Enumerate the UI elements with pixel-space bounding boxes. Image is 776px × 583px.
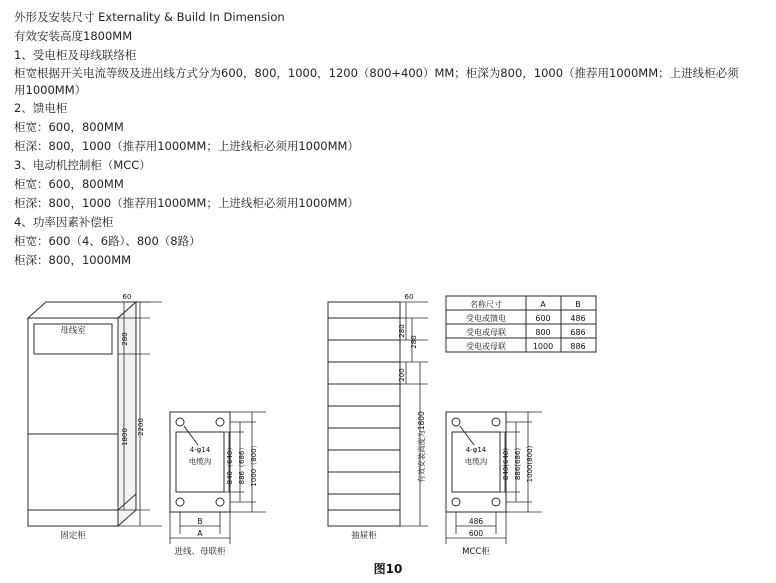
spec-table-row-1-b: 686 <box>570 328 586 337</box>
section-4-depth: 柜深：800，1000MM <box>14 253 132 267</box>
figure1-caption: 固定柜 <box>60 531 86 541</box>
figure2-hole-note: 4-φ14 <box>189 446 211 454</box>
section-4-width: 柜宽：600（4、6路）、800（8路） <box>14 234 201 248</box>
figure2-caption: 进线、母联柜 <box>174 547 226 557</box>
spec-table-row-2-b: 886 <box>570 342 586 351</box>
figure4-dim-right-1: 840(640) <box>502 447 510 481</box>
section-1-heading: 1、受电柜及母线联络柜 <box>14 48 137 62</box>
spec-table-row-2-name: 受电或母联 <box>466 342 506 351</box>
figure1-dim-upper: 280 <box>121 332 129 346</box>
section-1-detail: 柜宽根据开关电流等级及进出线方式分为600，800，1000，1200（800+400）MM；柜深为800，1000（推荐用1000MM；上进线柜必须用1000MM） <box>14 66 739 97</box>
section-3-depth: 柜深：800，1000（推荐用1000MM；上进线柜必须用1000MM） <box>14 196 359 210</box>
spec-table-row-0-name: 受电或馈电 <box>466 314 506 323</box>
figure4-caption: MCC柜 <box>462 547 490 557</box>
figure2-dim-a: A <box>197 529 203 538</box>
figure1-dim-top: 60 <box>122 293 132 301</box>
figure4-hole-note: 4-φ14 <box>465 446 487 454</box>
section-3-heading: 3、电动机控制柜（MCC） <box>14 158 151 172</box>
page-subtitle: 有效安装高度1800MM <box>14 29 133 43</box>
figure3-dim-upper-2: 280 <box>410 335 418 349</box>
figure2-dim-b: B <box>197 517 203 526</box>
spec-table-header-2: B <box>575 300 581 309</box>
figure3-dim-top: 60 <box>404 293 414 301</box>
section-2-heading: 2、馈电柜 <box>14 101 68 115</box>
figure4-dim-right-3: 1000(800) <box>526 445 534 483</box>
section-2-width: 柜宽：600，800MM <box>14 120 124 134</box>
section-4-heading: 4、功率因素补偿柜 <box>14 215 114 229</box>
figure3-caption: 抽屉柜 <box>351 531 377 541</box>
figure3-dim-upper-1: 280 <box>398 324 406 338</box>
figure1-dim-inner-height: 1800 <box>121 428 129 446</box>
spec-table-row-0-a: 600 <box>535 314 551 323</box>
figure4-dim-right-2: 886(686) <box>514 447 522 481</box>
specification-text-block <box>14 8 764 270</box>
spec-table-row-2-a: 1000 <box>532 342 554 351</box>
figure2-dim-right-3: 1000（800） <box>250 441 258 487</box>
section-3-width: 柜宽：600，800MM <box>14 177 124 191</box>
figure4-dim-bottom-1: 486 <box>468 517 484 526</box>
dimension-drawings <box>0 282 776 583</box>
spec-table-header-1: A <box>540 300 546 309</box>
figure2-dim-right-1: 840（640） <box>226 443 234 485</box>
spec-table-row-1-name: 受电或母联 <box>466 328 506 337</box>
section-2-depth: 柜深：800，1000（推荐用1000MM；上进线柜必须用1000MM） <box>14 139 359 153</box>
figure4-dim-bottom-2: 600 <box>468 529 484 538</box>
page-title: 外形及安装尺寸 Externality & Build In Dimension <box>14 10 285 24</box>
figure4-trench-note: 电缆沟 <box>464 457 488 466</box>
figure3-dim-vertical-note: 有效安装高度为1800 <box>417 411 426 483</box>
figure2-trench-note: 电缆沟 <box>188 457 212 466</box>
spec-table-header-0: 名称尺寸 <box>470 300 502 309</box>
spec-table-row-0-b: 486 <box>570 314 586 323</box>
spec-table-row-1-a: 800 <box>535 328 551 337</box>
figure1-dim-outer-height: 2200 <box>137 418 145 436</box>
figure3-dim-lower: 200 <box>398 368 406 382</box>
figure-number-caption: 图10 <box>373 562 403 576</box>
figure1-inner-label: 母线室 <box>60 326 86 336</box>
figure2-dim-right-2: 886（686） <box>238 443 246 485</box>
figure-drawer-cabinet <box>328 302 400 526</box>
